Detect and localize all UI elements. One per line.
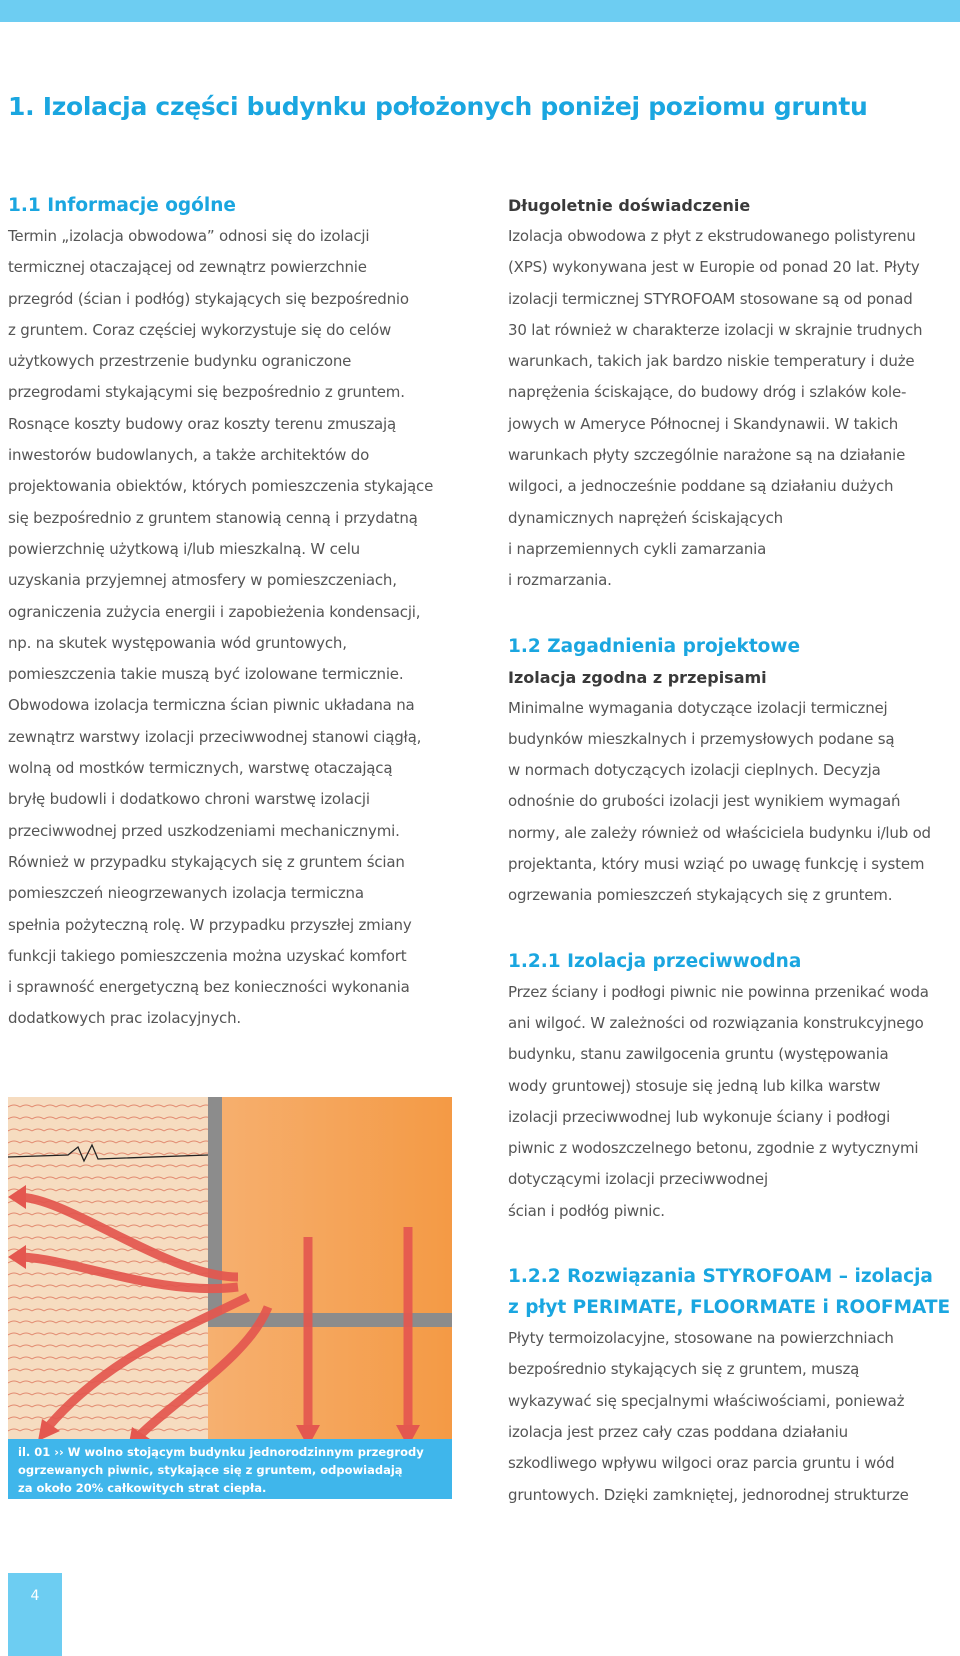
text-line: Izolacja obwodowa z płyt z ekstrudowanego polistyrenu (508, 227, 916, 245)
text-line: pomieszczenia takie muszą być izolowane termicznie. (8, 665, 404, 684)
text-line: normy, ale zależy również od właściciela budynku i/lub od (508, 823, 931, 842)
styrofoam-paragraph (508, 1323, 954, 1511)
text-line: odnośnie do grubości izolacji jest wynikiem wymagań (508, 792, 901, 811)
text-line: Rosnące koszty budowy oraz koszty terenu zmuszają (8, 414, 396, 433)
text-line: przeciwwodnej przed uszkodzeniami mechanicznymi. (8, 821, 400, 840)
text-line: Obwodowa izolacja termiczna ścian piwnic układana na (8, 696, 415, 715)
text-line: warunkach, takich jak bardzo niskie temperatury i duże (508, 352, 915, 371)
text-line: dotyczącymi izolacji przeciwwodnej (508, 1170, 768, 1189)
caption-line-1: W wolno stojącym budynku jednorodzinnym przegrody (67, 1445, 424, 1459)
text-line: ograniczenia zużycia energii i zapobieżenia kondensacji, (8, 602, 421, 621)
text-line: piwnic z wodoszczelnego betonu, zgodnie z wytycznymi (508, 1139, 919, 1158)
text-line: izolacji przeciwwodnej lub wykonuje ściany i podłogi (508, 1107, 891, 1126)
text-line: z gruntem. Coraz częściej wykorzystuje się do celów (8, 320, 392, 339)
text-line: warunkach płyty szczególnie narażone są na działanie (508, 446, 906, 465)
figure-caption (8, 1439, 452, 1499)
basement-floor (208, 1313, 452, 1327)
text-line: Również w przypadku stykających się z gruntem ścian (8, 852, 405, 871)
text-line: się bezpośrednio z gruntem stanowią cenną i przydatną (8, 508, 418, 527)
text-line: gruntowych. Dzięki zamkniętej, jednorodnej strukturze (508, 1485, 909, 1504)
text-line: ogrzewania pomieszczeń stykających się z gruntem. (508, 886, 893, 905)
text-line: ścian i podłóg piwnic. (508, 1201, 665, 1220)
text-line: dynamicznych naprężeń ściskających (508, 508, 783, 527)
subsection-title-experience: Długoletnie doświadczenie (508, 196, 751, 215)
text-line: bryłę budowli i dodatkowo chroni warstwę izolacji (8, 790, 370, 809)
text-line: izolacja jest przez cały czas poddana działaniu (508, 1422, 848, 1441)
text-line: przegród (ścian i podłóg) stykających się bezpośrednio (8, 289, 409, 308)
experience-paragraph (508, 221, 954, 597)
text-line: pomieszczeń nieogrzewanych izolacja termiczna (8, 884, 364, 903)
right-column (508, 190, 954, 1511)
section-title-1-2-2-line1: 1.2.2 Rozwiązania STYROFOAM – izolacja (508, 1266, 933, 1288)
text-line: spełnia pożyteczną rolę. W przypadku przyszłej zmiany (8, 915, 412, 934)
text-line: projektanta, który musi wziąć po uwagę funkcję i system (508, 855, 925, 874)
text-line: użytkowych przestrzenie budynku ograniczone (8, 352, 352, 371)
section-title-1-1: 1.1 Informacje ogólne (8, 195, 236, 216)
text-line: i naprzemiennych cykli zamarzania (508, 539, 767, 558)
text-line: powierzchnię użytkową i/lub mieszkalną. W celu (8, 539, 360, 558)
text-line: inwestorów budowlanych, a także architektów do (8, 446, 370, 465)
text-line: Termin „izolacja obwodowa” odnosi się do izolacji (8, 227, 370, 245)
left-paragraph (8, 221, 448, 1035)
text-line: np. na skutek występowania wód gruntowych, (8, 633, 347, 652)
section-title-1-2: 1.2 Zagadnienia projektowe (508, 635, 801, 657)
text-line: Przez ściany i podłogi piwnic nie powinna przenikać woda (508, 982, 929, 1001)
text-line: funkcji takiego pomieszczenia można uzyskać komfort (8, 946, 407, 965)
section-title-1-2-2-line2: z płyt PERIMATE, FLOORMATE i ROOFMATE (508, 1297, 951, 1319)
caption-label: il. 01 ›› (18, 1445, 68, 1459)
text-line: budynków mieszkalnych i przemysłowych podane są (508, 729, 895, 748)
text-line: (XPS) wykonywana jest w Europie od ponad 20 lat. Płyty (508, 258, 920, 277)
subsection-title-regulations: Izolacja zgodna z przepisami (508, 667, 767, 687)
text-line: Minimalne wymagania dotyczące izolacji termicznej (508, 698, 888, 717)
text-line: i rozmarzania. (508, 571, 612, 590)
text-line: i sprawność energetyczną bez konieczności wykonania (8, 978, 410, 997)
text-line: dodatkowych prac izolacyjnych. (8, 1009, 241, 1028)
caption-line-2: ogrzewanych piwnic, stykające się z gruntem, odpowiadają (18, 1463, 403, 1477)
regulations-paragraph (508, 693, 954, 912)
text-line: wilgoci, a jednocześnie poddane są działaniu dużych (508, 477, 894, 496)
text-line: szkodliwego wpływu wilgoci oraz parcia gruntu i wód (508, 1454, 895, 1473)
text-line: izolacji termicznej STYROFOAM stosowane są od ponad (508, 289, 913, 308)
text-line: przegrodami stykającymi się bezpośrednio z gruntem. (8, 383, 405, 402)
page-number: 4 (8, 1573, 62, 1656)
text-line: wolną od mostków termicznych, warstwę otaczającą (8, 759, 393, 778)
text-line: Płyty termoizolacyjne, stosowane na powierzchniach (508, 1329, 894, 1348)
text-line: w normach dotyczących izolacji cieplnych. Decyzja (508, 761, 881, 780)
text-line: termicznej otaczającej od zewnątrz powierzchnie (8, 258, 367, 277)
waterproofing-paragraph (508, 977, 954, 1227)
page-title: 1. Izolacja części budynku położonych poniżej poziomu gruntu (8, 92, 868, 121)
text-line: projektowania obiektów, których pomieszczenia stykające (8, 477, 434, 496)
text-line: jowych w Ameryce Północnej i Skandynawii. W takich (508, 414, 899, 433)
text-line: ani wilgoć. W zależności od rozwiązania konstrukcyjnego (508, 1013, 924, 1032)
text-line: wody gruntowej) stosuje się jedną lub kilka warstw (508, 1076, 881, 1095)
left-column (8, 190, 448, 1035)
caption-line-3: za około 20% całkowitych strat ciepła. (18, 1481, 267, 1495)
text-line: naprężenia ściskające, do budowy dróg i szlaków kole- (508, 383, 907, 402)
text-line: zewnątrz warstwy izolacji przeciwwodnej stanowi ciągłą, (8, 727, 422, 746)
text-line: 30 lat również w charakterze izolacji w skrajnie trudnych (508, 320, 923, 339)
text-line: wykazywać się specjalnymi właściwościami, ponieważ (508, 1391, 905, 1410)
text-line: budynku, stanu zawilgocenia gruntu (występowania (508, 1045, 889, 1064)
section-title-1-2-1: 1.2.1 Izolacja przeciwwodna (508, 950, 802, 972)
text-line: bezpośrednio stykających się z gruntem, muszą (508, 1360, 860, 1379)
text-line: uzyskania przyjemnej atmosfery w pomieszczeniach, (8, 571, 397, 590)
top-color-bar (0, 0, 960, 22)
